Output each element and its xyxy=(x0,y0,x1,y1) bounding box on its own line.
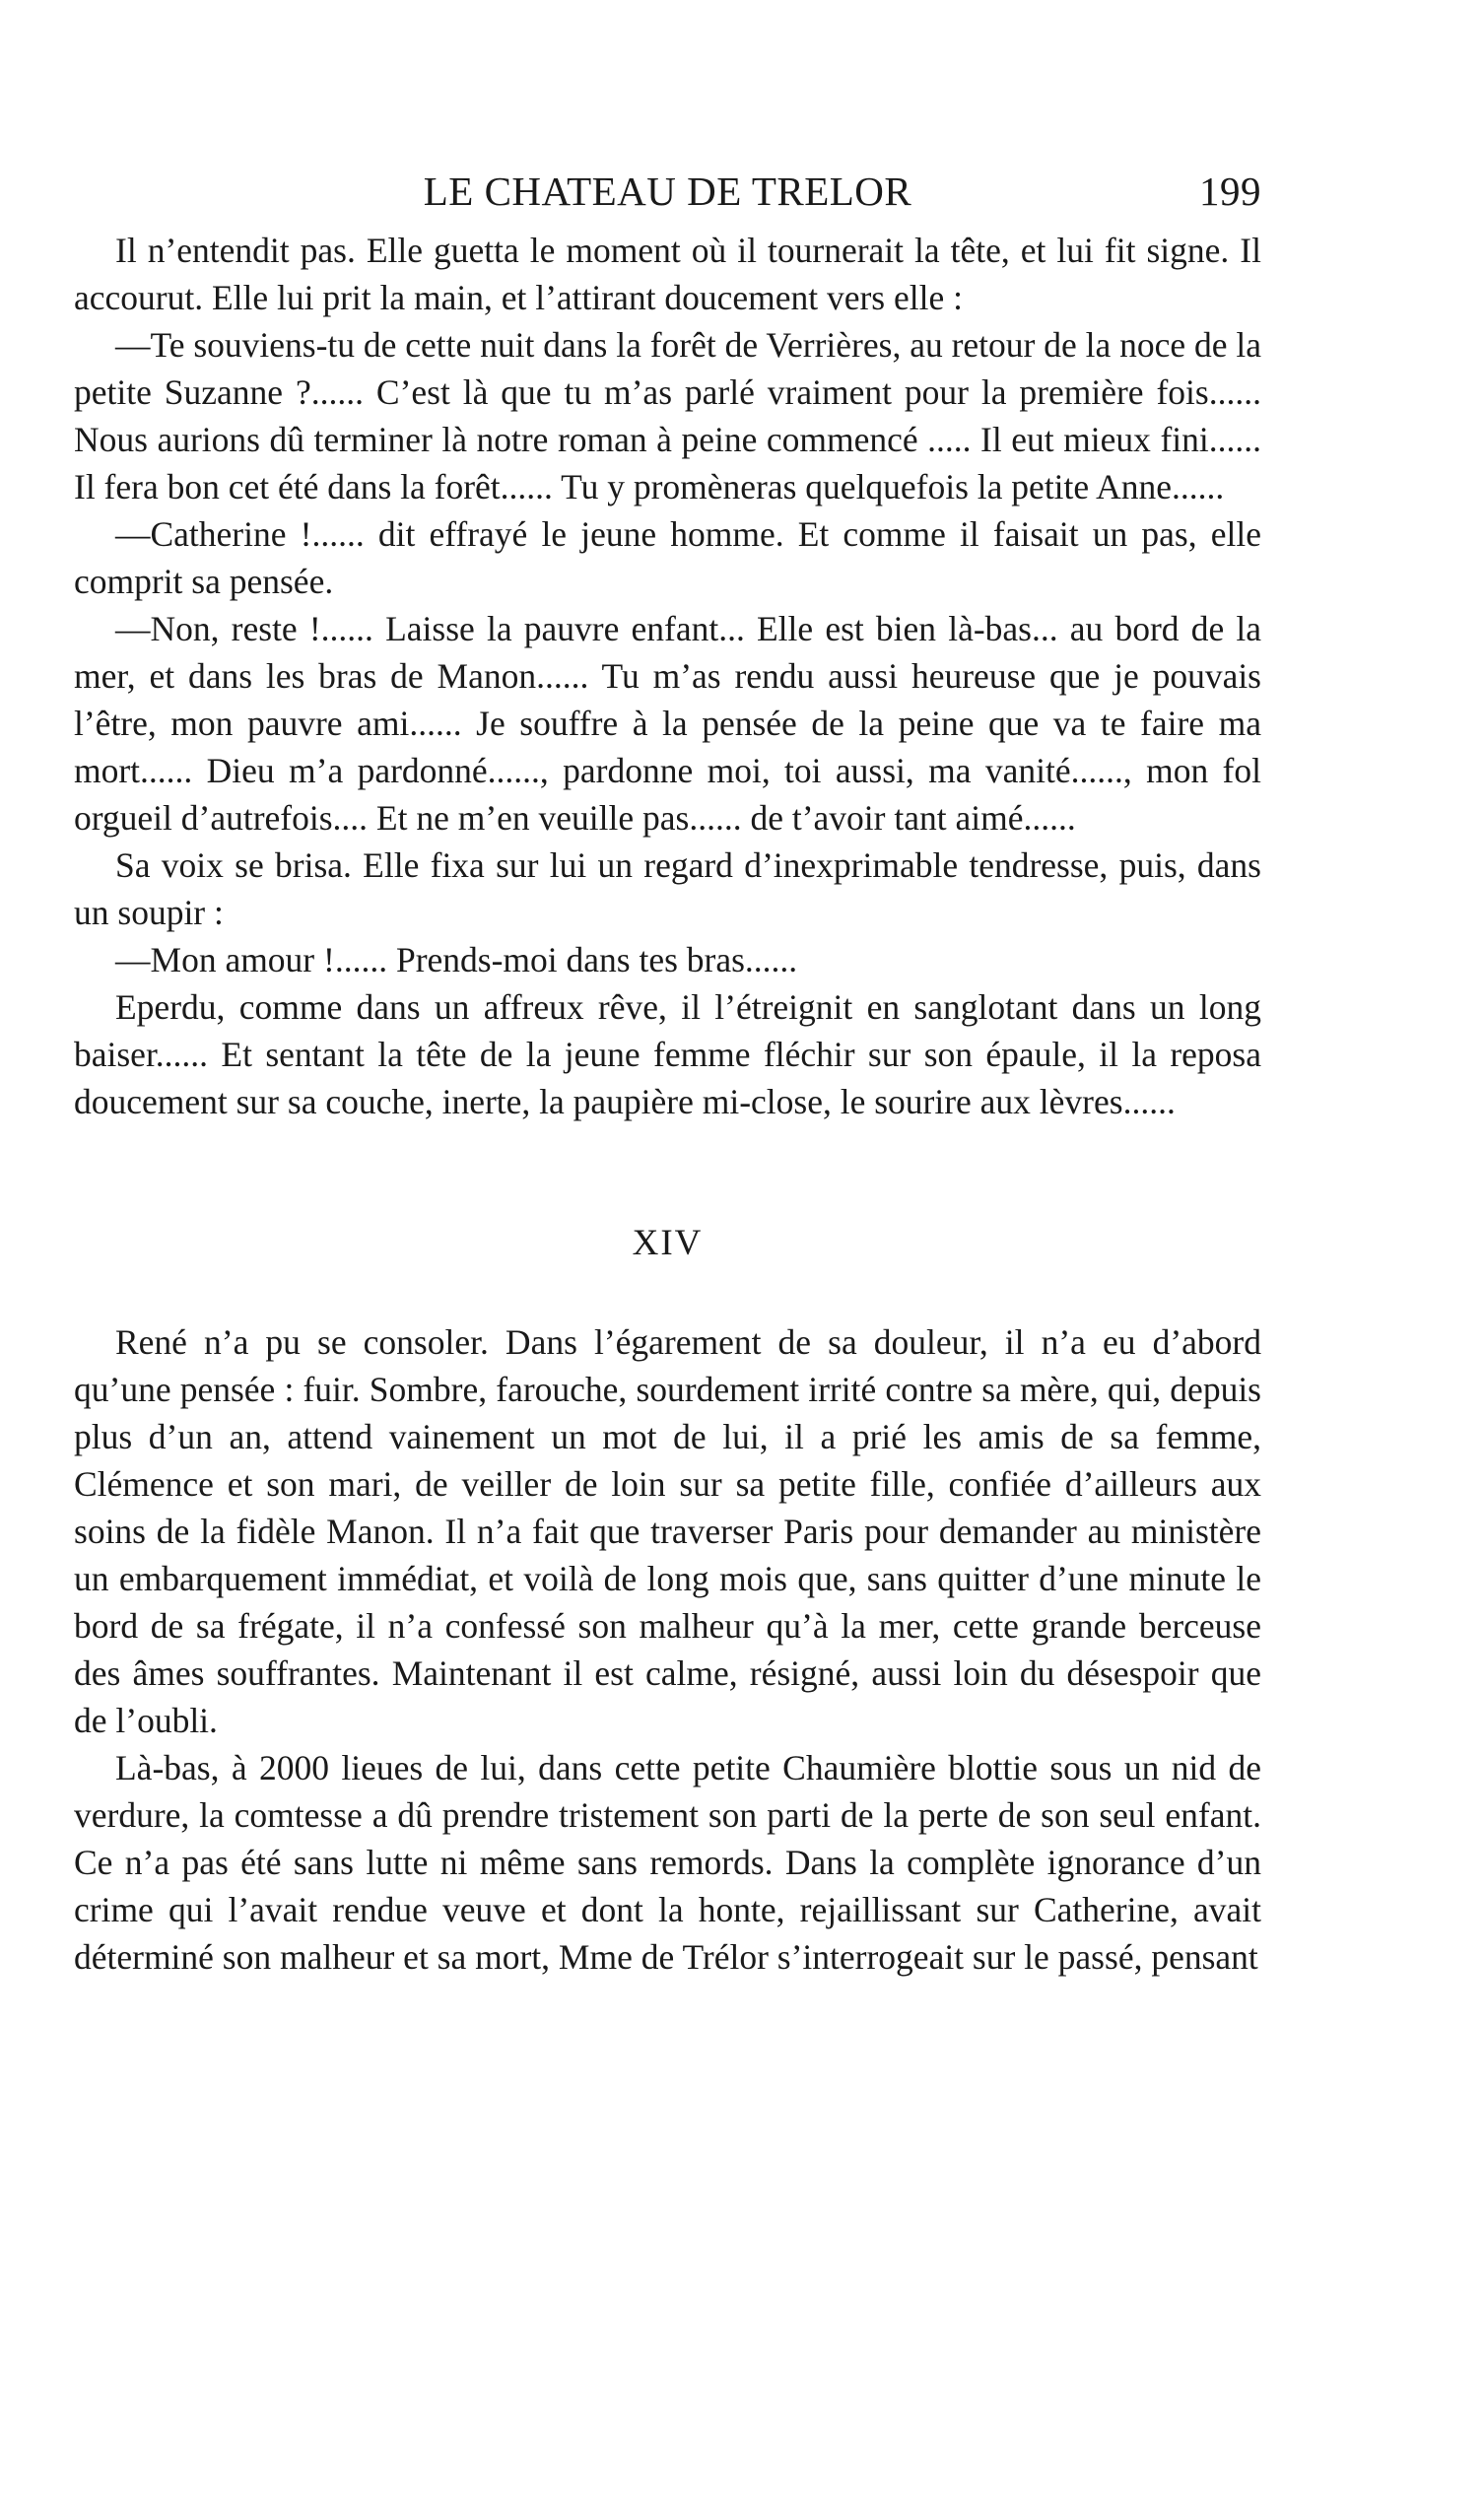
running-title: LE CHATEAU DE TRELOR xyxy=(423,168,912,214)
paragraph: —Non, reste !...... Laisse la pauvre enfant... Elle est bien là-bas... au bord de la mer, et dans les bras de Manon...... Tu m’as rendu aussi heureuse que je pouvais l’être, mon pauvre ami...... Je souffre à la pensée de la peine que va te faire ma mort...... Dieu m’a pardonné......, pardonne moi, toi aussi, ma vanité......, mon fol orgueil d’autrefois.... Et ne m’en veuille pas...... de t’avoir tant aimé...... xyxy=(74,609,1261,838)
book-page xyxy=(74,158,1261,1981)
page-header xyxy=(74,158,1261,227)
paragraph: —Catherine !...... dit effrayé le jeune homme. Et comme il faisait un pas, elle comprit sa pensée. xyxy=(74,514,1261,601)
paragraph: Là-bas, à 2000 lieues de lui, dans cette petite Chaumière blottie sous un nid de verdure, la comtesse a dû prendre tristement son parti de la perte de son seul enfant. Ce n’a pas été sans lutte ni même sans remords. Dans la complète ignorance d’un crime qui l’avait rendue veuve et dont la honte, rejaillissant sur Catherine, avait déterminé son malheur et sa mort, Mme de Trélor s’interrogeait sur le passé, pensant xyxy=(74,1748,1261,1977)
page-number: 199 xyxy=(1199,168,1261,214)
paragraph: Il n’entendit pas. Elle guetta le moment où il tournerait la tête, et lui fit signe. Il accourut. Elle lui prit la main, et l’attirant doucement vers elle : xyxy=(74,231,1261,317)
body-text-continued xyxy=(74,1318,1261,1981)
paragraph: Eperdu, comme dans un affreux rêve, il l’étreignit en sanglotant dans un long baiser...... Et sentant la tête de la jeune femme fléchir sur son épaule, il la reposa doucement sur sa couche, inerte, la paupière mi-close, le sourire aux lèvres...... xyxy=(74,987,1261,1121)
chapter-heading: XIV xyxy=(632,1223,704,1263)
paragraph: —Te souviens-tu de cette nuit dans la forêt de Verrières, au retour de la noce de la petite Suzanne ?...... C’est là que tu m’as parlé vraiment pour la première fois...... Nous aurions dû terminer là notre roman à peine commencé ..... Il eut mieux fini...... Il fera bon cet été dans la forêt...... Tu y promèneras quelquefois la petite Anne...... xyxy=(74,325,1261,506)
paragraph: Sa voix se brisa. Elle fixa sur lui un regard d’inexprimable tendresse, puis, dans un soupir : xyxy=(74,845,1261,932)
paragraph: —Mon amour !...... Prends-moi dans tes bras...... xyxy=(115,940,798,979)
body-text xyxy=(74,227,1261,1125)
paragraph: René n’a pu se consoler. Dans l’égarement de sa douleur, il n’a eu d’abord qu’une pensée : fuir. Sombre, farouche, sourdement irrité contre sa mère, qui, depuis plus d’un an, attend vainement un mot de lui, il a prié les amis de sa femme, Clémence et son mari, de veiller de loin sur sa petite fille, confiée d’ailleurs aux soins de la fidèle Manon. Il n’a fait que traverser Paris pour demander au ministère un embarquement immédiat, et voilà de long mois que, sans quitter d’une minute le bord de sa frégate, il n’a confessé son malheur qu’à la mer, cette grande berceuse des âmes souffrantes. Maintenant il est calme, résigné, aussi loin du désespoir que de l’oubli. xyxy=(74,1322,1261,1740)
